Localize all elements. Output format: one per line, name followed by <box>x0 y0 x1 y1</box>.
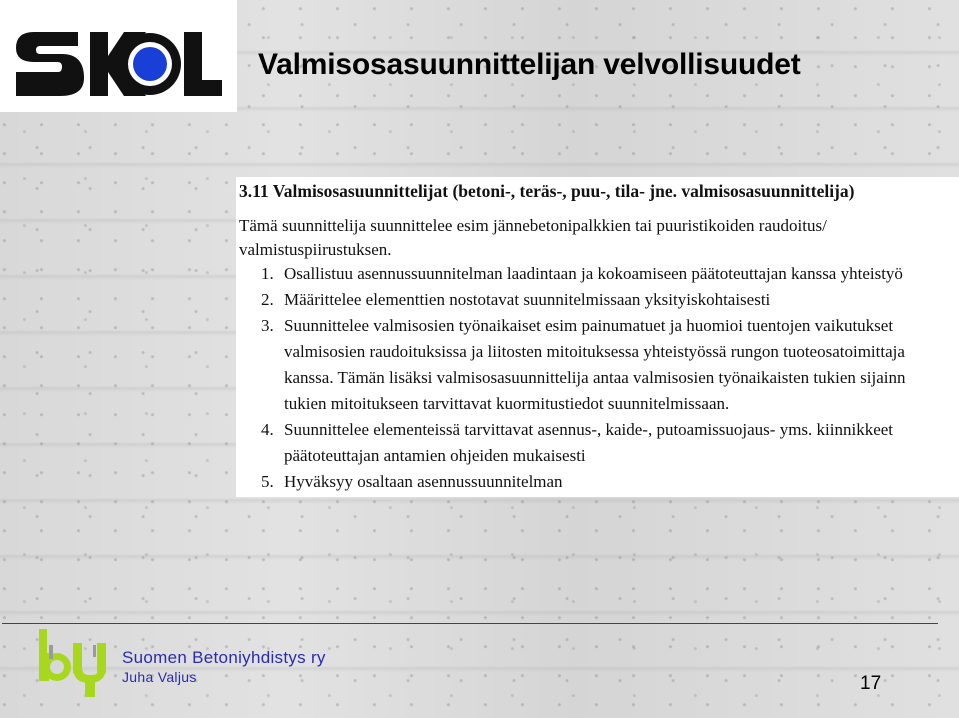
footer-divider <box>2 623 938 624</box>
list-number: 4. <box>261 420 274 439</box>
scanned-document-excerpt <box>236 177 959 497</box>
skol-logo-icon <box>0 0 237 112</box>
page-title: Valmisosasuunnittelijan velvollisuudet <box>258 48 801 81</box>
author-name: Juha Valjus <box>122 669 197 685</box>
by-logo-icon <box>37 627 112 699</box>
list-number: 1. <box>261 264 274 283</box>
list-line: Hyväksyy osaltaan asennussuunnitelman <box>284 472 563 491</box>
skol-logo <box>0 0 237 112</box>
list-line: Suunnittelee elementeissä tarvittavat asennus-, kaide-, putoamissuojaus- yms. kiinnikkeet <box>284 420 894 439</box>
list-line: päätoteuttajan antamien ohjeiden mukaisesti <box>284 446 586 465</box>
list-item <box>239 261 906 287</box>
section-heading: 3.11 Valmisosasuunnittelijat (betoni-, teräs-, puu-, tila- jne. valmisosasuunnittelija) <box>239 181 855 201</box>
list-number: 2. <box>261 290 274 309</box>
intro-line: valmistuspiirustuksen. <box>239 240 392 259</box>
page-number: 17 <box>860 673 882 694</box>
list-line: Osallistuu asennussuunnitelman laadintaan ja kokoamiseen päätoteuttajan kanssa yhteistyö <box>284 264 903 283</box>
intro-line: Tämä suunnittelija suunnittelee esim jännebetonipalkkien tai puuristikoiden raudoitus/ <box>239 216 827 235</box>
intro-paragraph <box>239 214 959 262</box>
list-line: tukien mitoitukseen tarvittavat kuormitustiedot suunnitelmissaan. <box>284 394 730 413</box>
list-item <box>239 469 906 495</box>
list-line: kanssa. Tämän lisäksi valmisosasuunnittelija antaa valmisosien työnaikaisten tukien sijainn <box>284 368 906 387</box>
list-line: Määrittelee elementtien nostotavat suunnitelmissaan yksityiskohtaisesti <box>284 290 771 309</box>
list-item <box>239 313 906 417</box>
list-number: 3. <box>261 316 274 335</box>
organization-name: Suomen Betoniyhdistys ry <box>122 648 326 667</box>
list-item <box>239 287 906 313</box>
list-number: 5. <box>261 472 274 491</box>
list-item <box>239 417 906 469</box>
list-line: valmisosien raudoituksissa ja liitosten mitoituksessa yhteistyössä rungon tuoteosatoimittaja <box>284 342 905 361</box>
by-logo <box>37 627 112 699</box>
list-line: Suunnittelee valmisosien työnaikaiset esim painumatuet ja huomioi tuentojen vaikutukset <box>284 316 894 335</box>
duties-list <box>239 261 906 495</box>
